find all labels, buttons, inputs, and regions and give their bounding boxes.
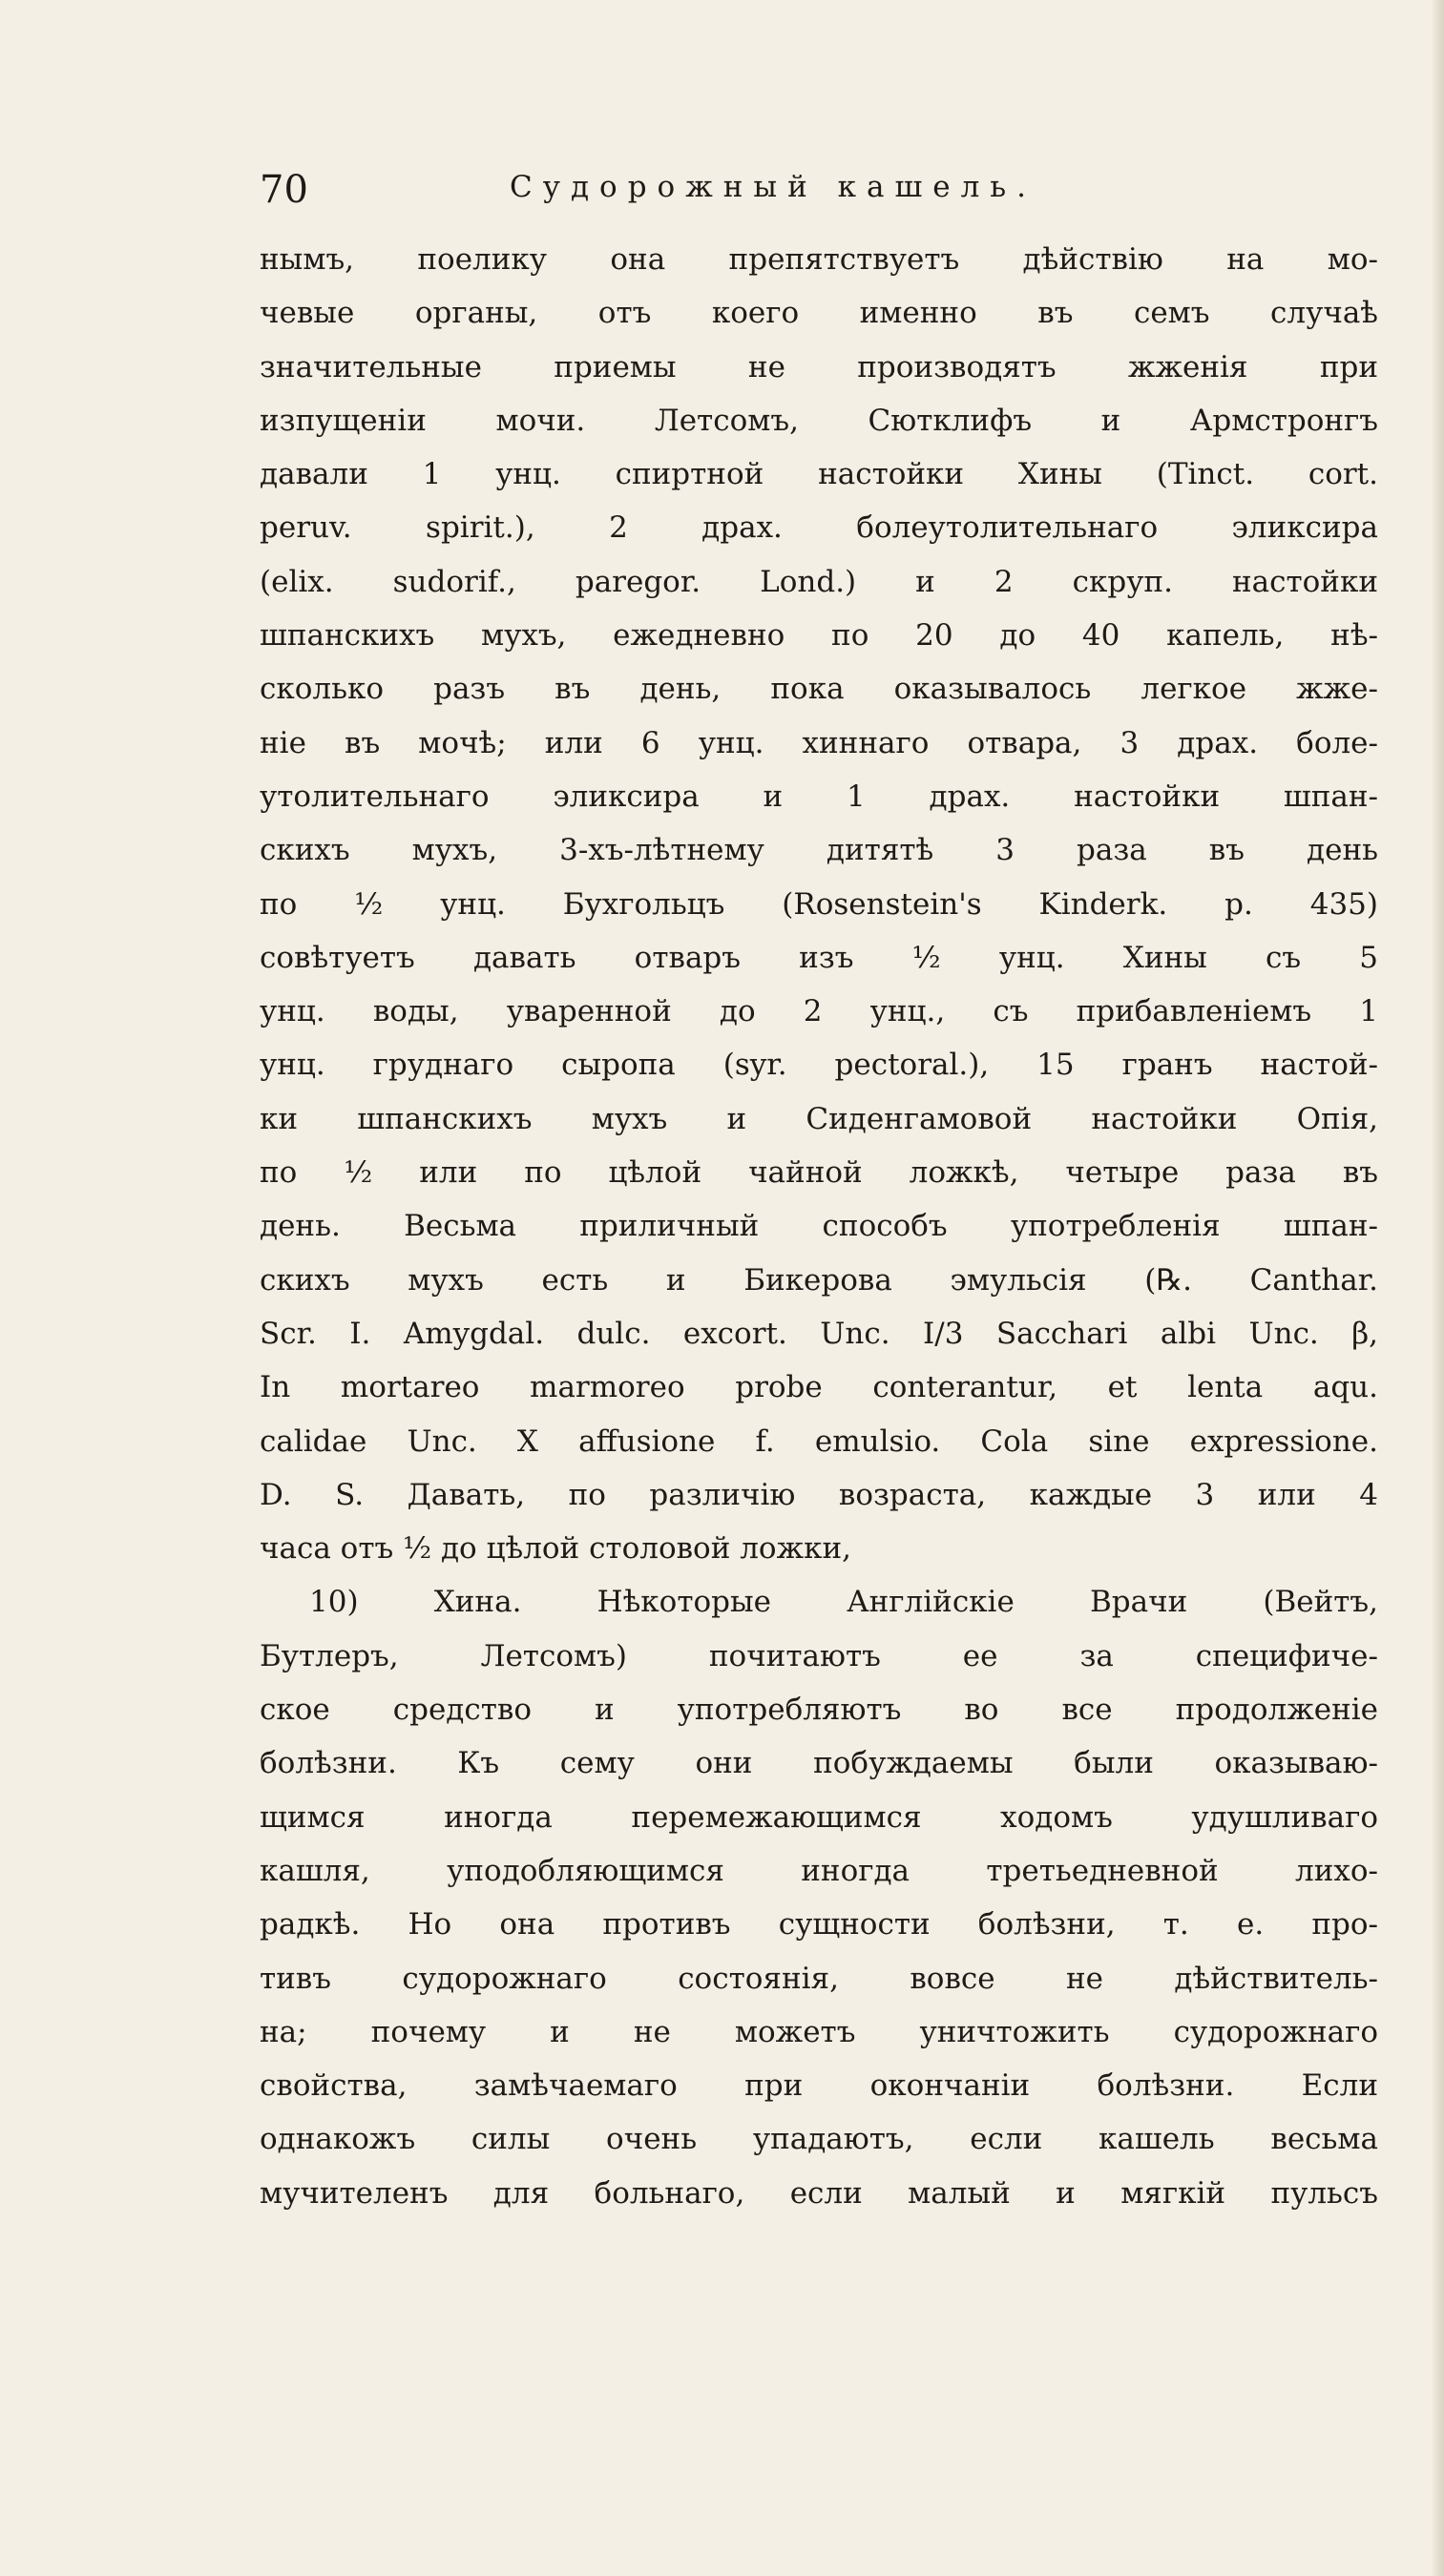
text-line: calidae Unc. X affusione f. emulsio. Cola sine expressione. <box>260 1423 1378 1459</box>
body-text <box>260 233 1378 2220</box>
page-header <box>260 168 1157 216</box>
text-line: часа отъ ½ до цѣлой столовой ложки, <box>260 1531 851 1567</box>
text-line: по ½ или по цѣлой чайной ложкѣ, четыре раза въ <box>260 1155 1378 1191</box>
text-line: скихъ мухъ, 3-хъ-лѣтнему дитятѣ 3 раза въ день <box>260 833 1378 868</box>
text-line: изпущеніи мочи. Летсомъ, Сютклифъ и Армстронгъ <box>260 403 1378 438</box>
text-line: (elix. sudorif., paregor. Lond.) и 2 скруп. настойки <box>260 564 1378 599</box>
text-line: день. Весьма приличный способъ употребленія шпан- <box>260 1209 1378 1244</box>
text-line: давали 1 унц. спиртной настойки Хины (Tinct. cort. <box>260 457 1378 492</box>
text-line: щимся иногда перемежающимся ходомъ удушливаго <box>260 1799 1378 1835</box>
text-line: Scr. I. Amygdal. dulc. excort. Unc. I/3 Sacchari albi Unc. β, <box>260 1316 1378 1351</box>
page-edge-shadow <box>1433 0 1444 2576</box>
text-line: утолительнаго эликсира и 1 драх. настойки шпан- <box>260 779 1378 814</box>
text-line: однакожъ силы очень упадаютъ, если кашель весьма <box>260 2122 1378 2157</box>
text-line: болѣзни. Къ сему они побуждаемы были оказываю- <box>260 1746 1378 1781</box>
text-line: на; почему и не можетъ уничтожить судорожнаго <box>260 2014 1378 2049</box>
text-line: радкѣ. Но она противъ сущности болѣзни, т. е. про- <box>260 1907 1378 1942</box>
text-line: чевые органы, отъ коего именно въ семъ случаѣ <box>260 296 1378 331</box>
text-line: значительные приемы не производятъ жженія при <box>260 349 1378 384</box>
text-line: тивъ судорожнаго состоянія, вовсе не дѣйствитель- <box>260 1961 1378 1996</box>
text-line: шпанскихъ мухъ, ежедневно по 20 до 40 капель, нѣ- <box>260 618 1378 654</box>
page-number: 70 <box>260 168 308 212</box>
text-line: In mortareo marmoreo probe conterantur, et lenta aqu. <box>260 1370 1378 1405</box>
text-line: унц. воды, уваренной до 2 унц., съ прибавленіемъ 1 <box>260 994 1378 1029</box>
text-line: скихъ мухъ есть и Бикерова эмульсія (℞. Canthar. <box>260 1262 1378 1298</box>
text-line: ніе въ мочѣ; или 6 унц. хиннаго отвара, 3 драх. боле- <box>260 725 1378 760</box>
text-line: peruv. spirit.), 2 драх. болеутолительнаго эликсира <box>260 510 1378 546</box>
text-line: мучителенъ для больнаго, если малый и мягкій пульсъ <box>260 2175 1378 2211</box>
text-line: сколько разъ въ день, пока оказывалось легкое жже- <box>260 672 1378 707</box>
text-line: Бутлеръ, Летсомъ) почитаютъ ее за специфиче- <box>260 1638 1378 1673</box>
text-line: нымъ, поелику она препятствуетъ дѣйствію на мо- <box>260 242 1378 277</box>
running-title: Судорожный кашель. <box>510 170 1037 204</box>
text-line: свойства, замѣчаемаго при окончаніи болѣзни. Если <box>260 2068 1378 2104</box>
text-line: ки шпанскихъ мухъ и Сиденгамовой настойки Опія, <box>260 1101 1378 1136</box>
text-line: ское средство и употребляютъ во все продолженіе <box>260 1693 1378 1728</box>
text-line: 10) Хина. Нѣкоторые Англійскіе Врачи (Вейтъ, <box>309 1585 1378 1620</box>
text-line: кашля, уподобляющимся иногда третьедневной лихо- <box>260 1853 1378 1888</box>
text-line: по ½ унц. Бухгольцъ (Rosenstein's Kinderk. p. 435) <box>260 886 1378 922</box>
text-line: совѣтуетъ давать отваръ изъ ½ унц. Хины съ 5 <box>260 940 1378 975</box>
text-line: D. S. Давать, по различію возраста, каждые 3 или 4 <box>260 1477 1378 1512</box>
text-line: унц. груднаго сыропа (syr. pectoral.), 15 гранъ настой- <box>260 1048 1378 1083</box>
